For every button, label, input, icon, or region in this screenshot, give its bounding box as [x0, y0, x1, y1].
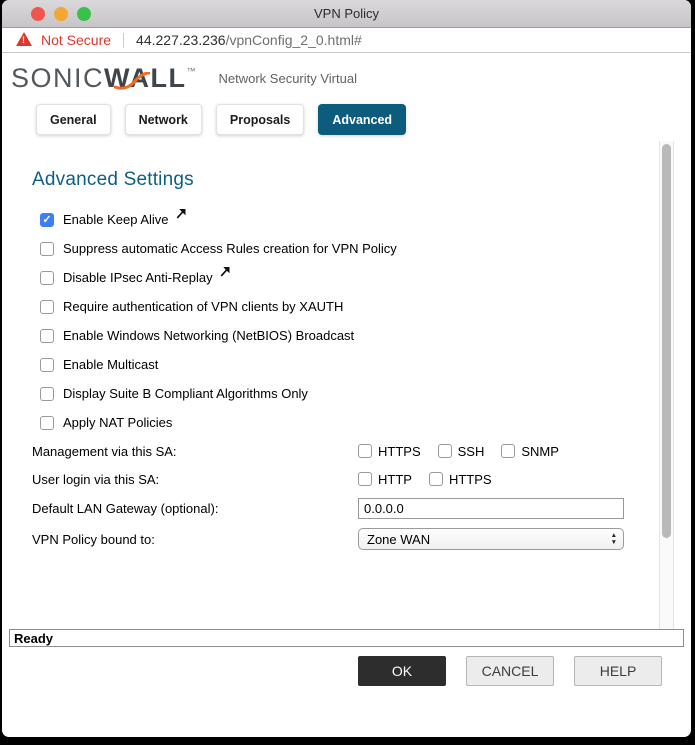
vpn-policy-bound-label: VPN Policy bound to: — [32, 531, 155, 547]
user-login-sa-label: User login via this SA: — [32, 471, 160, 487]
management-sa-options — [358, 444, 576, 459]
option-snmp — [501, 444, 559, 459]
checkbox-row — [32, 205, 691, 234]
warning-triangle-icon[interactable] — [16, 32, 32, 46]
address-separator — [123, 33, 124, 48]
checkbox-display-suite-b-compliant-algorithms-only[interactable] — [40, 387, 54, 401]
default-lan-gateway-input[interactable] — [358, 498, 624, 519]
option-label: SSH — [457, 443, 485, 459]
checkbox-enable-windows-networking-netbios-broadcast[interactable] — [40, 329, 54, 343]
checkbox-label: Enable Keep Alive — [63, 212, 169, 227]
management-sa-row — [32, 437, 691, 465]
option-label: HTTP — [378, 471, 412, 487]
url-host: 44.227.23.236 — [136, 32, 226, 48]
checkbox-apply-nat-policies[interactable] — [40, 416, 54, 430]
option-http — [358, 472, 412, 487]
status-text: Ready — [14, 630, 54, 646]
ok-button[interactable]: OK — [358, 656, 446, 686]
vpn-policy-bound-select[interactable] — [358, 528, 624, 550]
page-title: Advanced Settings — [32, 169, 194, 190]
brand-bar — [2, 53, 691, 104]
trademark-symbol: ™ — [186, 66, 196, 76]
vpn-policy-bound-row — [32, 526, 691, 552]
checkbox-row — [32, 263, 691, 292]
address-bar — [2, 28, 691, 53]
select-selected-value: Zone WAN — [367, 531, 431, 547]
checkbox-row — [32, 408, 691, 437]
default-lan-gateway-row — [32, 495, 691, 521]
checkbox-row — [32, 234, 691, 263]
user-login-sa-options — [358, 472, 509, 487]
tab-network[interactable]: Network — [125, 104, 202, 135]
close-window-button[interactable] — [31, 7, 45, 21]
checkbox-http[interactable] — [358, 472, 372, 486]
checkbox-label: Suppress automatic Access Rules creation for VPN Policy — [63, 241, 397, 256]
zoom-window-button[interactable] — [77, 7, 91, 21]
scrollbar-thumb[interactable] — [662, 144, 671, 538]
user-login-sa-row — [32, 465, 691, 493]
status-bar — [9, 629, 684, 647]
checkbox-label: Enable Multicast — [63, 357, 159, 372]
checkbox-row — [32, 379, 691, 408]
checkbox-row — [32, 292, 691, 321]
note-marker-icon — [220, 267, 230, 277]
option-label: HTTPS — [448, 471, 492, 487]
advanced-settings-panel — [2, 145, 691, 629]
checkbox-enable-keep-alive[interactable] — [40, 213, 54, 227]
url-path: /vpnConfig_2_0.html# — [225, 32, 362, 48]
checkbox-row — [32, 321, 691, 350]
tab-bar — [2, 104, 691, 145]
logo-text-sonic: SONIC — [11, 63, 105, 93]
tab-advanced[interactable]: Advanced — [318, 104, 406, 135]
checkbox-list — [32, 205, 691, 437]
option-label: SNMP — [521, 443, 559, 459]
management-sa-label: Management via this SA: — [32, 443, 177, 459]
product-tagline: Network Security Virtual — [218, 71, 357, 86]
checkbox-ssh[interactable] — [438, 444, 452, 458]
default-lan-gateway-label: Default LAN Gateway (optional): — [32, 500, 219, 516]
tab-proposals[interactable]: Proposals — [216, 104, 304, 135]
checkbox-label: Require authentication of VPN clients by XAUTH — [63, 299, 344, 314]
note-marker-icon — [176, 209, 186, 219]
checkbox-label: Apply NAT Policies — [63, 415, 173, 430]
checkbox-https[interactable] — [429, 472, 443, 486]
tab-general[interactable]: General — [36, 104, 111, 135]
checkbox-disable-ipsec-anti-replay[interactable] — [40, 271, 54, 285]
minimize-window-button[interactable] — [54, 7, 68, 21]
checkbox-snmp[interactable] — [501, 444, 515, 458]
not-secure-label[interactable]: Not Secure — [41, 32, 112, 48]
url-text[interactable] — [136, 32, 362, 48]
option-https — [358, 444, 421, 459]
help-button[interactable]: HELP — [574, 656, 662, 686]
traffic-lights — [31, 7, 91, 21]
checkbox-https[interactable] — [358, 444, 372, 458]
checkbox-row — [32, 350, 691, 379]
window-title: VPN Policy — [313, 6, 380, 21]
checkbox-enable-multicast[interactable] — [40, 358, 54, 372]
vertical-scrollbar[interactable] — [659, 141, 674, 629]
cancel-button[interactable]: CANCEL — [466, 656, 554, 686]
option-label: HTTPS — [378, 443, 421, 459]
option-ssh — [438, 444, 485, 459]
checkbox-label: Enable Windows Networking (NetBIOS) Broadcast — [63, 328, 355, 343]
checkbox-require-authentication-of-vpn-clients-by-xauth[interactable] — [40, 300, 54, 314]
checkmark-icon: ✓ — [42, 213, 52, 226]
title-bar — [2, 0, 691, 28]
option-https — [429, 472, 492, 487]
checkbox-suppress-automatic-access-rules-creation-for-vpn-policy[interactable] — [40, 242, 54, 256]
logo-text-wall: WALL — [104, 63, 187, 93]
select-stepper-icon: ▲ ▼ — [610, 531, 617, 546]
checkbox-label: Disable IPsec Anti-Replay — [63, 270, 213, 285]
vpn-policy-window — [2, 0, 691, 737]
dialog-footer — [2, 647, 691, 686]
checkbox-label: Display Suite B Compliant Algorithms Only — [63, 386, 308, 401]
sonicwall-logo — [11, 63, 196, 94]
